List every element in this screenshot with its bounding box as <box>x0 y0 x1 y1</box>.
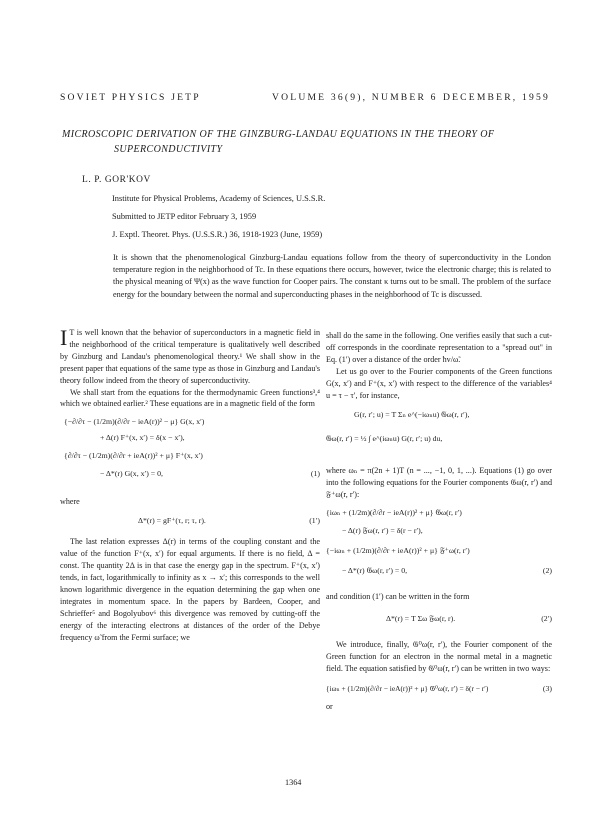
intro-paragraph: I T is well known that the behavior of superconductors in a magnetic field in the neighborhood of the critical temperature is qualitatively well described by Ginzburg and Landau's phenomenological theory.¹ We shall show in the present paper that equations of the same type as those in Ginzburg and Landau's theory follow indeed from the theory of superconductivity. <box>60 325 320 385</box>
right-column <box>326 330 552 713</box>
equation-number-1-prime: (1′) <box>309 516 320 526</box>
equation-number-2-prime: (2′) <box>541 614 552 624</box>
page-number: 1364 <box>285 778 302 787</box>
journal-name: SOVIET PHYSICS JETP <box>60 92 201 103</box>
or-label: or <box>326 701 333 711</box>
volume-number: VOLUME 36(9), NUMBER 6 <box>272 92 438 103</box>
abstract: It is shown that the phenomenological Ginzburg-Landau equations follow from the theory of superconductivity in the London temperature region in the neighborhood of Tc. In these equations there occurs, however, twice the electronic charge; this is related to the physical meaning of Ψ(x) as the wave function for Cooper pairs. The constant κ turns out to be small. The problem of the surface energy for the boundary between the normal and superconducting phases in the neighborhood of Tc is discussed. <box>113 253 551 299</box>
fourier-equations: G(r, r′; u) = T Σₙ e^(−iωₙu) 𝔊ω(r, r′), 𝔊ω(r, r′) = ½ ∫ e^(iωₙu) G(r, r′; u) du, <box>326 410 470 444</box>
equation-number-2: (2) <box>542 566 552 576</box>
equation-number-3: (3) <box>542 683 552 693</box>
equation-1: {−∂/∂τ − (1/2m)(∂/∂r − ieA(r))² − μ} G(x, x′) + Δ(r) F⁺(x, x′) = δ(x − x′), {∂/∂τ − (1/2m)(∂/∂r + ieA(r))² + μ} F⁺(x, x′) − Δ*(r) G(x, x′) = 0, (1) <box>64 417 320 479</box>
paragraph-fourier: Let us go over to the Fourier components of the Green functions G(x, x′) and F⁺(x, x′) with respect to the difference of the variables⁴ u = τ − τ′, for instance, <box>326 366 552 400</box>
citation: J. Exptl. Theoret. Phys. (U.S.S.R.) 36, 1918-1923 (June, 1959) <box>112 230 323 239</box>
article-title <box>62 127 540 157</box>
paragraph-condition: and condition (1′) can be written in the form <box>326 592 470 602</box>
paragraph-cutoff: shall do the same in the following. One verifies easily that such a cut-off corresponds in the coordinate representation to a "spread out" in Eq. (1′) over a distance of the order ħv/ω̃. <box>326 331 552 364</box>
equation-3: {iωₙ + (1/2m)(∂/∂r − ieA(r))² + μ} 𝔊⁰ω(r, r′) = δ(r − r′) (3) <box>326 683 552 693</box>
institute: Institute for Physical Problems, Academy of Sciences, U.S.S.R. <box>112 194 326 203</box>
paragraph-frequencies: where ωₙ = π(2n + 1)T (n = ..., −1, 0, 1, ...). Equations (1) go over into the following equations for the Fourier components 𝔊ω(r, r′) and 𝔉⁺ω(r, r′): <box>326 466 552 500</box>
equation-number-1: (1) <box>310 469 320 479</box>
left-column <box>60 327 320 643</box>
title-line-2: SUPERCONDUCTIVITY <box>114 144 223 155</box>
equation-2-prime: Δ*(r) = T Σω 𝔉ω(r, r). (2′) <box>386 614 552 624</box>
equation-1-prime: Δ*(r) = gF⁺(τ, r; τ, r). (1′) <box>138 516 320 526</box>
drop-cap: I <box>60 325 68 350</box>
paragraph-normal-metal: We introduce, finally, 𝔊⁰ω(r, r′), the Fourier component of the Green function for an electron in the normal metal in a magnetic field. The equation satisfied by 𝔊⁰ω(r, r′) can be written in two ways: <box>326 640 552 673</box>
author: L. P. GOR'KOV <box>82 175 151 185</box>
where-label: where <box>60 497 80 507</box>
paragraph-green-functions: We shall start from the equations for the thermodynamic Green functions³,⁴ which we obtained earlier.² These equations are in a magnetic field of the form <box>60 387 320 409</box>
paragraph-gap: The last relation expresses Δ(r) in terms of the coupling constant and the value of the function F⁺(x, x′) for equal arguments. If there is no field, Δ = const. The quantity 2Δ is in that case the energy gap in the spectrum. F⁺(x, x′) tends, in fact, logarithmically to infinity as x → x′; this corresponds to the well known logarithmic divergence in the equation determining the gap when one integrates in momentum space. In the papers by Bardeen, Cooper, and Schrieffer⁵ and Bogolyubov⁶ this divergence was removed by cutting-off the energy of the interacting electrons at distances of the order of the Debye frequency ω̃ from the Fermi surface; we <box>60 537 320 642</box>
equation-2: {iωₙ + (1/2m)(∂/∂r − ieA(r))² + μ} 𝔊ω(r, r′) − Δ(r) 𝔉ω(r, r′) = δ(r − r′), {−iωₙ + (1/2m)(∂/∂r + ieA(r))² + μ} 𝔉⁺ω(r, r′) − Δ*(r) 𝔊ω(r, r′) = 0, (2) <box>326 508 552 576</box>
title-line-1: MICROSCOPIC DERIVATION OF THE GINZBURG-LANDAU EQUATIONS IN THE THEORY OF <box>62 129 495 140</box>
submitted-date: Submitted to JETP editor February 3, 1959 <box>112 212 257 221</box>
issue-date: DECEMBER, 1959 <box>442 92 550 103</box>
